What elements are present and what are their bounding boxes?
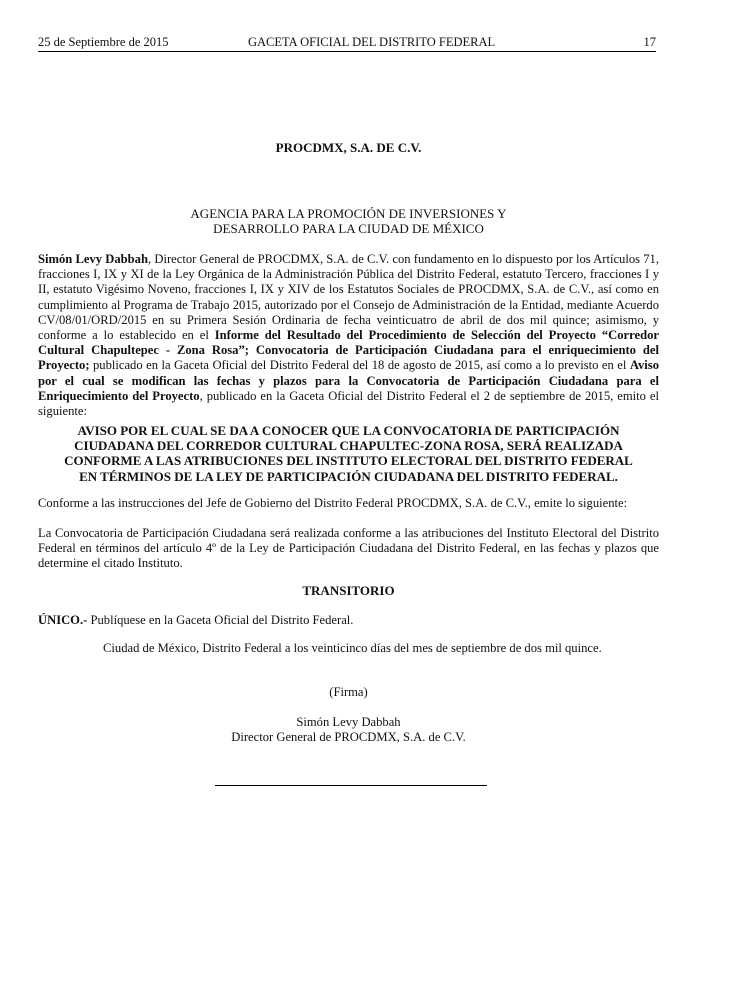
intro-signer-name: Simón Levy Dabbah [38, 252, 148, 266]
signer-position: Director General de PROCDMX, S.A. de C.V. [231, 730, 466, 745]
signer-name: Simón Levy Dabbah [296, 715, 401, 729]
intro-paragraph [38, 252, 659, 419]
header-date: 25 de Septiembre de 2015 [38, 35, 169, 49]
intro-text-2: publicado en la Gaceta Oficial del Distrito Federal del 18 de agosto de 2015, así como a lo previsto en el [89, 358, 630, 373]
intro-text-1: , Director General de PROCDMX, S.A. de C.V. con fundamento en lo dispuesto por los Artículos 71, fracciones I, IX y XI de la Ley Orgánica de la Administración Pública del Distrito Federal, estatuto Tercero, fracciones I y II, estatuto Vigésimo Noveno, fracciones I, IX y XIV de los Estatutos Sociales de PROCDMX, S.A. de C.V., así como en cumplimiento al Programa de Trabajo 2015, autorizado por el Consejo de Administración de la Entidad, mediante Acuerdo CV/08/01/ORD/2015 en su Primera Sesión Ordinaria de fecha veinticuatro de abril de dos mil quince; asimismo, y conforme a lo establecido en el [38, 252, 659, 343]
aviso-line-2: CIUDADANA DEL CORREDOR CULTURAL CHAPULTEC-ZONA ROSA, SERÁ REALIZADA [74, 438, 623, 454]
organization-title: PROCDMX, S.A. DE C.V. [275, 140, 422, 155]
instructions-paragraph: Conforme a las instrucciones del Jefe de Gobierno del Distrito Federal PROCDMX, S.A. de C.V., emite lo siguiente: [38, 496, 628, 510]
intro-bold-2: Aviso por el cual se modifican las fechas y plazos para la Convocatoria de Participación Ciudadana para el Enriquecimiento del Proyecto [38, 358, 659, 403]
agency-title [38, 206, 659, 236]
aviso-line-1: AVISO POR EL CUAL SE DA A CONOCER QUE LA CONVOCATORIA DE PARTICIPACIÓN [77, 423, 620, 438]
agency-title-line-1: AGENCIA PARA LA PROMOCIÓN DE INVERSIONES Y [190, 206, 507, 221]
header-publication: GACETA OFICIAL DEL DISTRITO FEDERAL [248, 35, 496, 49]
header-page-number: 17 [643, 35, 656, 49]
agency-title-line-2: DESARROLLO PARA LA CIUDAD DE MÉXICO [213, 221, 484, 236]
signer-block [38, 715, 659, 745]
transitorio-heading: TRANSITORIO [302, 583, 395, 598]
aviso-line-3: CONFORME A LAS ATRIBUCIONES DEL INSTITUTO ELECTORAL DEL DISTRITO FEDERAL [64, 453, 633, 469]
unico-label: ÚNICO.- [38, 613, 88, 627]
unico-paragraph [38, 613, 659, 628]
signature-mark: (Firma) [329, 685, 368, 699]
closing-rule [215, 785, 487, 786]
place-date-line: Ciudad de México, Distrito Federal a los veinticinco días del mes de septiembre de dos mil quince. [103, 641, 602, 655]
unico-text: Publíquese en la Gaceta Oficial del Distrito Federal. [87, 613, 354, 627]
intro-text-3: , publicado en la Gaceta Oficial del Distrito Federal el 2 de septiembre de 2015, emito el siguiente: [38, 388, 659, 419]
aviso-line-4: EN TÉRMINOS DE LA LEY DE PARTICIPACIÓN CIUDADANA DEL DISTRITO FEDERAL. [79, 468, 618, 484]
page-header [38, 35, 656, 52]
intro-bold-1: Informe del Resultado del Procedimiento de Selección del Proyecto “Corredor Cultural Chapultepec - Zona Rosa”; Convocatoria de Participación Ciudadana para el enriquecimiento del Proyecto; [38, 328, 659, 373]
convocatoria-paragraph: La Convocatoria de Participación Ciudadana será realizada conforme a las atribuciones del Instituto Electoral del Distrito Federal en términos del artículo 4º de la Ley de Participación Ciudadana del Distrito Federal, en las fechas y plazos que determine el citado Instituto. [38, 526, 659, 571]
aviso-heading [38, 423, 659, 484]
